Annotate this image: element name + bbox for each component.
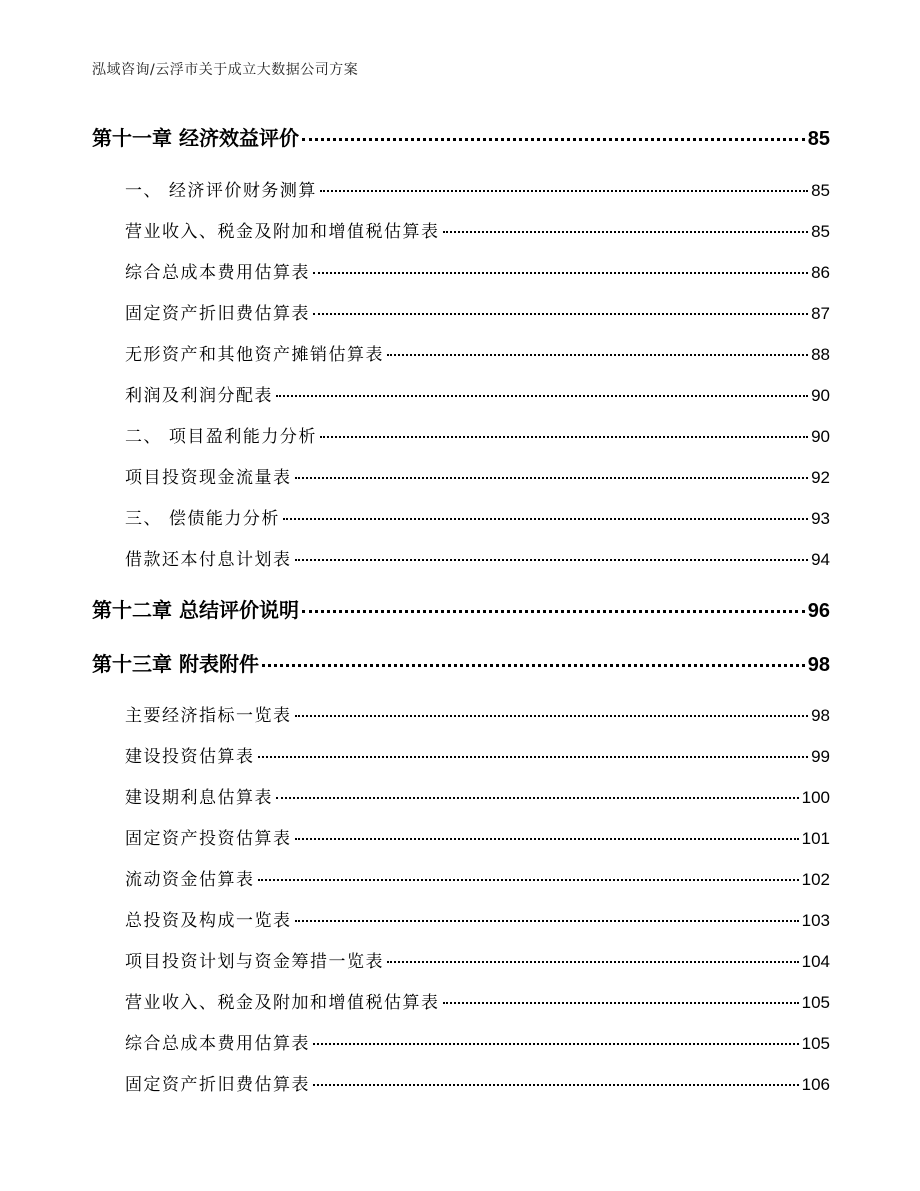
toc-title: 利润及利润分配表	[125, 386, 273, 406]
toc-entry[interactable]	[125, 381, 830, 406]
toc-entry[interactable]	[125, 422, 830, 447]
toc-chapter-11[interactable]	[92, 122, 830, 151]
toc-entry[interactable]	[125, 504, 830, 529]
toc-entry[interactable]	[125, 545, 830, 570]
toc-page-number: 102	[801, 870, 830, 889]
toc-entry[interactable]	[125, 299, 830, 324]
toc-title: 借款还本付息计划表	[125, 550, 292, 570]
toc-entry[interactable]	[125, 176, 830, 201]
dot-leader	[295, 477, 809, 479]
toc-page-number: 100	[801, 788, 830, 807]
toc-entry[interactable]	[125, 463, 830, 488]
toc-title: 综合总成本费用估算表	[125, 1034, 310, 1054]
toc-chapter-12[interactable]	[92, 594, 830, 623]
toc-title: 主要经济指标一览表	[125, 706, 292, 726]
toc-entry[interactable]	[125, 742, 830, 767]
toc-title: 建设投资估算表	[125, 747, 255, 767]
toc-title: 综合总成本费用估算表	[125, 263, 310, 283]
toc-page-number: 103	[801, 911, 830, 930]
dot-leader	[313, 1084, 799, 1086]
dot-leader	[313, 1043, 799, 1045]
dot-leader	[258, 879, 799, 881]
toc-page-number: 87	[811, 304, 830, 323]
toc-page-number: 105	[801, 1034, 830, 1053]
toc-entry[interactable]	[125, 906, 830, 931]
dot-leader	[283, 518, 808, 520]
toc-title: 三、 偿债能力分析	[125, 509, 280, 529]
dot-leader	[313, 313, 808, 315]
toc-title: 第十三章 附表附件	[92, 652, 259, 676]
toc-title: 一、 经济评价财务测算	[125, 181, 317, 201]
toc-page-number: 94	[811, 550, 830, 569]
dot-leader	[302, 138, 805, 141]
toc-title: 二、 项目盈利能力分析	[125, 427, 317, 447]
dot-leader	[302, 610, 805, 613]
toc-title: 第十二章 总结评价说明	[92, 598, 299, 622]
toc-page-number: 90	[811, 427, 830, 446]
table-of-contents	[92, 0, 830, 1191]
toc-page-number: 88	[811, 345, 830, 364]
toc-title: 项目投资计划与资金筹措一览表	[125, 952, 384, 972]
toc-entry[interactable]	[125, 258, 830, 283]
toc-title: 固定资产折旧费估算表	[125, 304, 310, 324]
toc-entry[interactable]	[125, 988, 830, 1013]
toc-page-number: 92	[811, 468, 830, 487]
dot-leader	[313, 272, 808, 274]
dot-leader	[443, 231, 809, 233]
toc-page-number: 106	[801, 1075, 830, 1094]
toc-page-number: 93	[811, 509, 830, 528]
toc-title: 固定资产折旧费估算表	[125, 1075, 310, 1095]
toc-page-number: 104	[801, 952, 830, 971]
toc-page-number: 85	[807, 128, 830, 150]
toc-title: 营业收入、税金及附加和增值税估算表	[125, 222, 440, 242]
dot-leader	[320, 436, 808, 438]
dot-leader	[295, 715, 809, 717]
page-header: 泓域咨询/云浮市关于成立大数据公司方案	[92, 62, 359, 78]
dot-leader	[276, 395, 808, 397]
toc-chapter-13[interactable]	[92, 648, 830, 677]
dot-leader	[295, 559, 809, 561]
toc-entry[interactable]	[125, 865, 830, 890]
toc-page-number: 98	[807, 654, 830, 676]
toc-entry[interactable]	[125, 783, 830, 808]
toc-entry[interactable]	[125, 824, 830, 849]
dot-leader	[258, 756, 809, 758]
toc-page-number: 101	[801, 829, 830, 848]
toc-entry[interactable]	[125, 340, 830, 365]
toc-title: 流动资金估算表	[125, 870, 255, 890]
toc-page-number: 90	[811, 386, 830, 405]
toc-page-number: 96	[807, 600, 830, 622]
dot-leader	[295, 920, 799, 922]
toc-entry[interactable]	[125, 1070, 830, 1095]
toc-title: 第十一章 经济效益评价	[92, 126, 299, 150]
toc-title: 无形资产和其他资产摊销估算表	[125, 345, 384, 365]
toc-entry[interactable]	[125, 947, 830, 972]
toc-title: 固定资产投资估算表	[125, 829, 292, 849]
toc-page-number: 99	[811, 747, 830, 766]
dot-leader	[443, 1002, 799, 1004]
toc-entry[interactable]	[125, 701, 830, 726]
toc-page-number: 86	[811, 263, 830, 282]
toc-page-number: 105	[801, 993, 830, 1012]
toc-entry[interactable]	[125, 217, 830, 242]
toc-title: 建设期利息估算表	[125, 788, 273, 808]
toc-title: 营业收入、税金及附加和增值税估算表	[125, 993, 440, 1013]
dot-leader	[262, 664, 805, 667]
toc-title: 项目投资现金流量表	[125, 468, 292, 488]
dot-leader	[295, 838, 799, 840]
dot-leader	[387, 354, 808, 356]
dot-leader	[387, 961, 799, 963]
toc-page-number: 98	[811, 706, 830, 725]
dot-leader	[276, 797, 799, 799]
toc-page-number: 85	[811, 222, 830, 241]
toc-title: 总投资及构成一览表	[125, 911, 292, 931]
toc-page-number: 85	[811, 181, 830, 200]
dot-leader	[320, 190, 808, 192]
toc-entry[interactable]	[125, 1029, 830, 1054]
